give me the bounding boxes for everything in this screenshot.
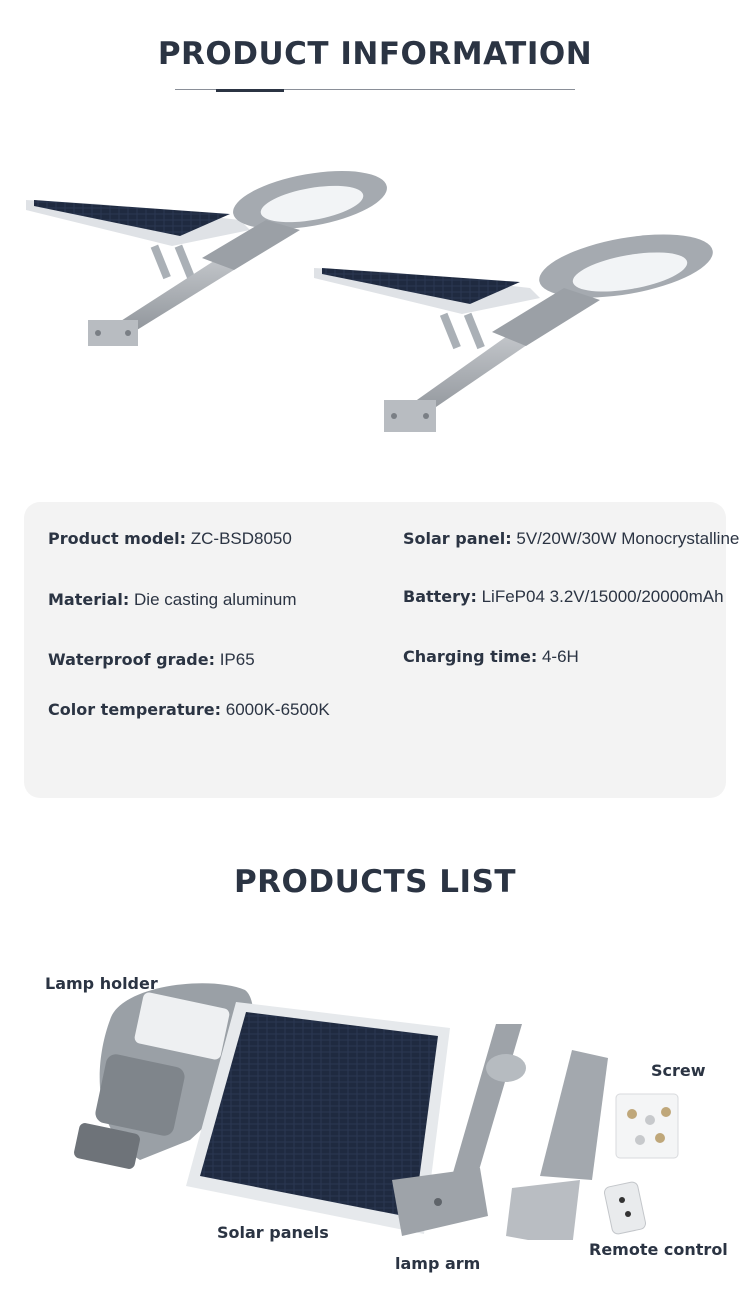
spec-battery: Battery: LiFeP04 3.2V/15000/20000mAh bbox=[403, 587, 724, 606]
spec-solar-panel: Solar panel: 5V/20W/30W Monocrystalline bbox=[403, 529, 740, 548]
street-light-1 bbox=[26, 161, 391, 346]
label-solar-panels: Solar panels bbox=[217, 1223, 329, 1242]
products-list-title: PRODUCTS LIST bbox=[233, 864, 517, 900]
spec-product-model: Product model: ZC-BSD8050 bbox=[48, 529, 292, 548]
label-screw: Screw bbox=[651, 1061, 706, 1080]
label-lamp-holder: Lamp holder bbox=[45, 974, 158, 993]
remote-control-image bbox=[603, 1181, 646, 1235]
spec-material: Material: Die casting aluminum bbox=[48, 590, 297, 609]
street-light-product-image bbox=[20, 160, 730, 450]
street-light-2 bbox=[314, 223, 718, 432]
spec-color-temperature: Color temperature: 6000K-6500K bbox=[48, 700, 330, 719]
products-list-image bbox=[60, 980, 700, 1240]
spec-waterproof-grade: Waterproof grade: IP65 bbox=[48, 650, 255, 669]
bracket-image bbox=[506, 1050, 608, 1240]
spec-charging-time: Charging time: 4-6H bbox=[403, 647, 579, 666]
label-lamp-arm: lamp arm bbox=[395, 1254, 481, 1273]
page-title: PRODUCT INFORMATION bbox=[157, 36, 593, 72]
label-remote-control: Remote control bbox=[589, 1240, 728, 1259]
title-divider-accent bbox=[216, 89, 284, 92]
screw-pack-image bbox=[616, 1094, 678, 1158]
